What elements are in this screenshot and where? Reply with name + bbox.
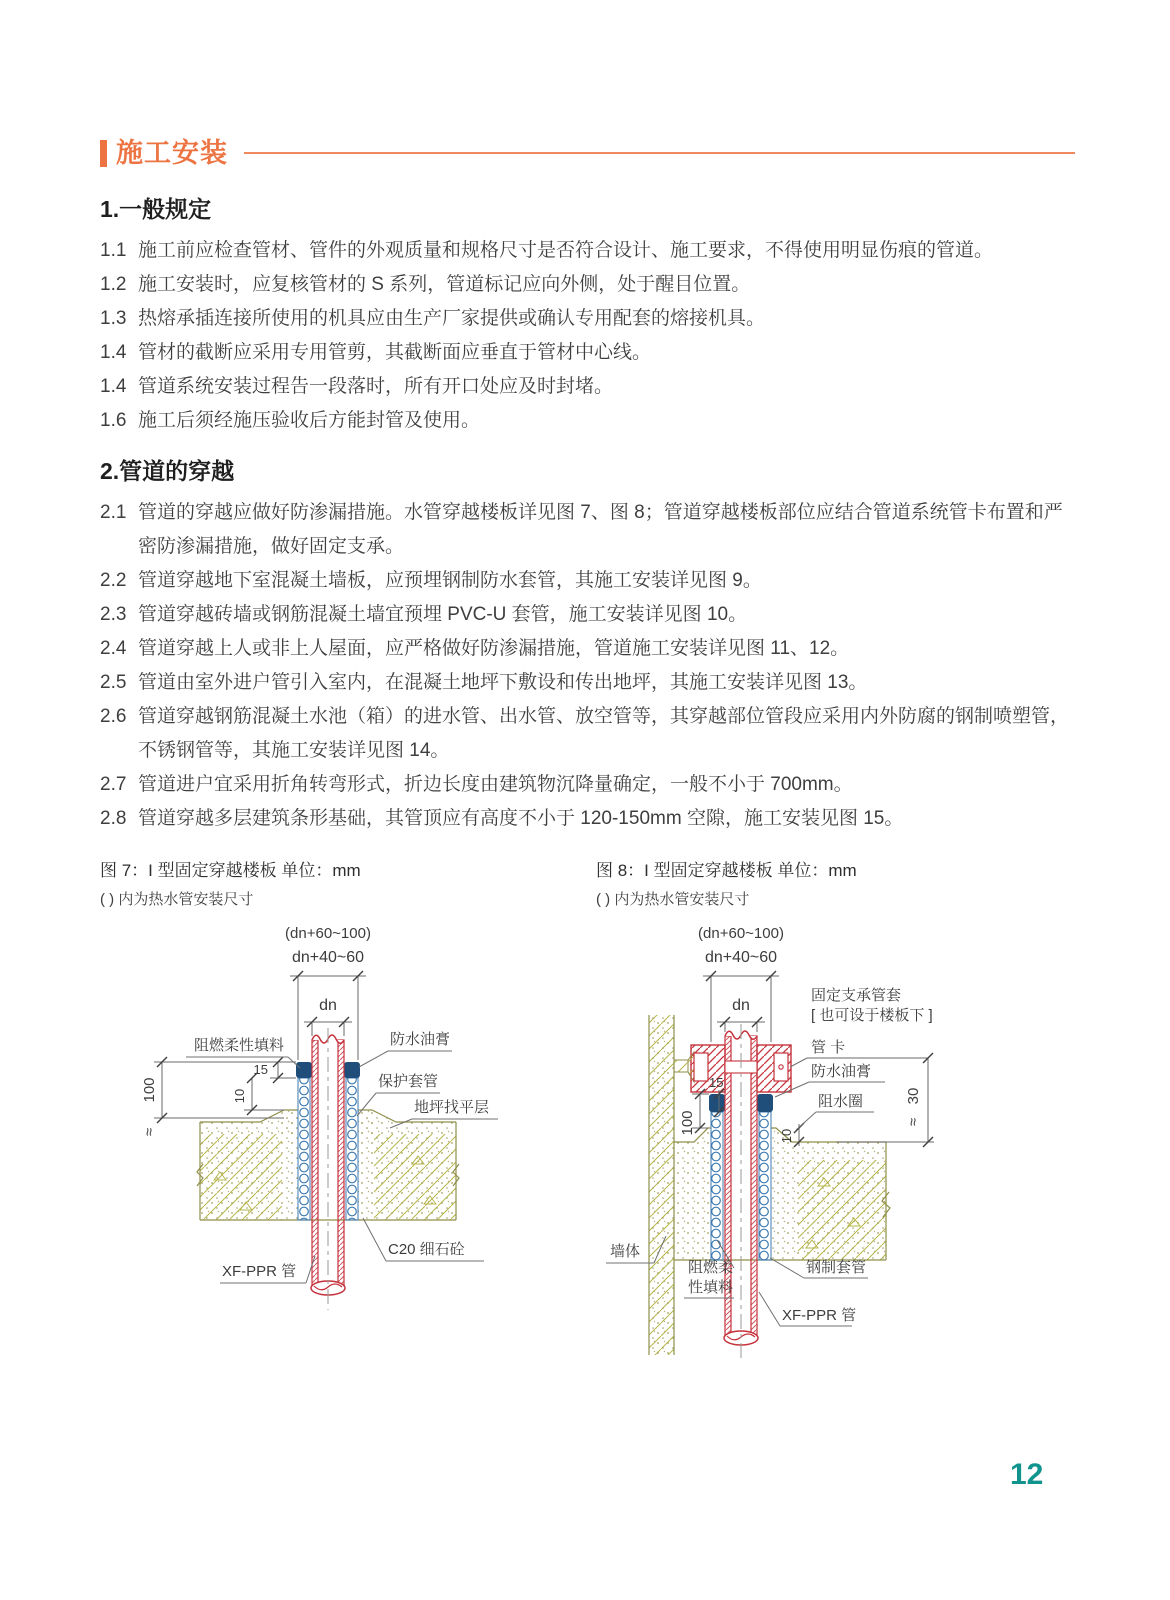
page-header — [100, 138, 1075, 168]
list-item: 2.2 管道穿越地下室混凝土墙板，应预埋钢制防水套管，其施工安装详见图 9。 — [100, 570, 762, 591]
list-item: 1.3 热熔承插连接所使用的机具应由生产厂家提供或确认专用配套的熔接机具。 — [100, 308, 766, 329]
list-item: 2.6 管道穿越钢筋混凝土水池（箱）的进水管、出水管、放空管等，其穿越部位管段应采用内外防腐的钢制喷塑管，不锈钢管等，其施工安装详见图 14。 — [100, 706, 1070, 761]
label-water-blocking-ring: 阻水圈 — [818, 1093, 864, 1110]
fig8-xf-ppr-pipe — [724, 1024, 758, 1360]
label-wall: 墙体 — [610, 1243, 641, 1260]
list-item: 2.8 管道穿越多层建筑条形基础，其管顶应有高度不小于 120-150mm 空隙，施工安装见图 15。 — [100, 808, 904, 829]
accent-bar — [100, 140, 107, 167]
dim-outer-hot: (dn+60~100) — [285, 925, 371, 942]
dim-outer-hot: (dn+60~100) — [698, 925, 784, 942]
list-item: 2.5 管道由室外进户管引入室内，在混凝土地坪下敷设和传出地坪，其施工安装详见图 13。 — [100, 672, 868, 693]
label-steel-sleeve: 钢制套管 — [806, 1259, 867, 1276]
label-c20-concrete: C20 细石砼 — [388, 1241, 465, 1258]
figure7-caption: 图 7：I 型固定穿越楼板 单位：mm — [100, 861, 361, 880]
label-fixed-support-sleeve: 固定支承管套 — [811, 987, 902, 1004]
dim-30: 30 — [905, 1087, 922, 1105]
fig7-dimension-texts — [141, 925, 371, 1136]
page-title: 施工安装 — [116, 138, 228, 168]
label-xf-ppr-pipe: XF-PPR 管 — [782, 1307, 857, 1324]
list-item: 1.2 施工安装时，应复核管材的 S 系列，管道标记应向外侧，处于醒目位置。 — [100, 274, 751, 295]
label-floor-leveling-layer: 地坪找平层 — [414, 1099, 490, 1116]
dim-10: 10 — [232, 1088, 247, 1104]
dim-10: 10 — [779, 1128, 794, 1144]
list-item: 1.4 管道系统安装过程告一段落时，所有开口处应及时封堵。 — [100, 376, 614, 397]
list-item: 1.6 施工后须经施压验收后方能封管及使用。 — [100, 410, 481, 431]
pipe-clamp-left — [694, 1053, 708, 1081]
label-waterproof-mastic: 防水油膏 — [390, 1031, 451, 1048]
gte-icon: ≈ — [905, 1117, 922, 1127]
list-item: 2.1 管道的穿越应做好防渗漏措施。水管穿越楼板详见图 7、图 8；管道穿越楼板部位应结合管道系统管卡布置和严密防渗漏措施，做好固定支承。 — [100, 502, 1063, 557]
label-flame-retardant-filler-2: 性填料 — [688, 1279, 734, 1296]
figure7-subcaption: ( ) 内为热水管安装尺寸 — [100, 891, 254, 908]
list-item: 1.1 施工前应检查管材、管件的外观质量和规格尺寸是否符合设计、施工要求，不得使用明显伤痕的管道。 — [100, 240, 994, 261]
dim-15: 15 — [709, 1075, 724, 1090]
page-number: 12 — [1010, 1458, 1044, 1491]
section1-heading: 1.一般规定 — [100, 196, 212, 222]
label-xf-ppr-pipe: XF-PPR 管 — [222, 1263, 297, 1280]
label-flame-retardant-filler: 阻燃柔性填料 — [193, 1037, 284, 1054]
dim-100: 100 — [679, 1110, 696, 1136]
label-flame-retardant-filler-1: 阻燃柔 — [688, 1259, 734, 1276]
figures-row — [100, 860, 1170, 1400]
fig8-wall — [649, 1015, 674, 1355]
dim-15: 15 — [253, 1062, 268, 1077]
label-fixed-support-note: [ 也可设于楼板下 ] — [811, 1007, 933, 1024]
dim-dn: dn — [319, 997, 337, 1014]
dim-outer: dn+40~60 — [704, 949, 778, 966]
section2-heading: 2.管道的穿越 — [100, 458, 235, 484]
dim-100: 100 — [141, 1077, 158, 1103]
fig7-xf-ppr-pipe — [311, 1028, 345, 1310]
figure8 — [596, 860, 1101, 1400]
list-item: 2.3 管道穿越砖墙或钢筋混凝土墙宜预埋 PVC-U 套管，施工安装详见图 10。 — [100, 604, 748, 625]
header-rule — [244, 152, 1075, 154]
label-pipe-clamp: 管 卡 — [811, 1039, 846, 1056]
dim-dn: dn — [732, 997, 750, 1014]
label-waterproof-mastic: 防水油膏 — [811, 1063, 872, 1080]
list-item: 2.4 管道穿越上人或非上人屋面，应严格做好防渗漏措施，管道施工安装详见图 11、12。 — [100, 638, 850, 659]
label-protective-sleeve: 保护套管 — [378, 1073, 439, 1090]
fig8-floor-slab — [674, 1128, 890, 1260]
section1-items — [100, 234, 1078, 438]
figure8-caption: 图 8：I 型固定穿越楼板 单位：mm — [596, 861, 857, 880]
figure7 — [100, 860, 582, 1400]
dim-outer: dn+40~60 — [291, 949, 365, 966]
figure8-diagram — [596, 920, 1101, 1400]
gte-icon: ≈ — [141, 1127, 158, 1137]
figure7-diagram — [100, 920, 570, 1340]
list-item: 2.7 管道进户宜采用折角转弯形式，折边长度由建筑物沉降量确定，一般不小于 700mm。 — [100, 774, 853, 795]
wall-bracket — [674, 1060, 688, 1072]
pipe-clamp-right — [774, 1053, 788, 1081]
figure8-subcaption: ( ) 内为热水管安装尺寸 — [596, 891, 750, 908]
list-item: 1.4 管材的截断应采用专用管剪，其截断面应垂直于管材中心线。 — [100, 342, 652, 363]
section2-items — [100, 496, 1078, 836]
